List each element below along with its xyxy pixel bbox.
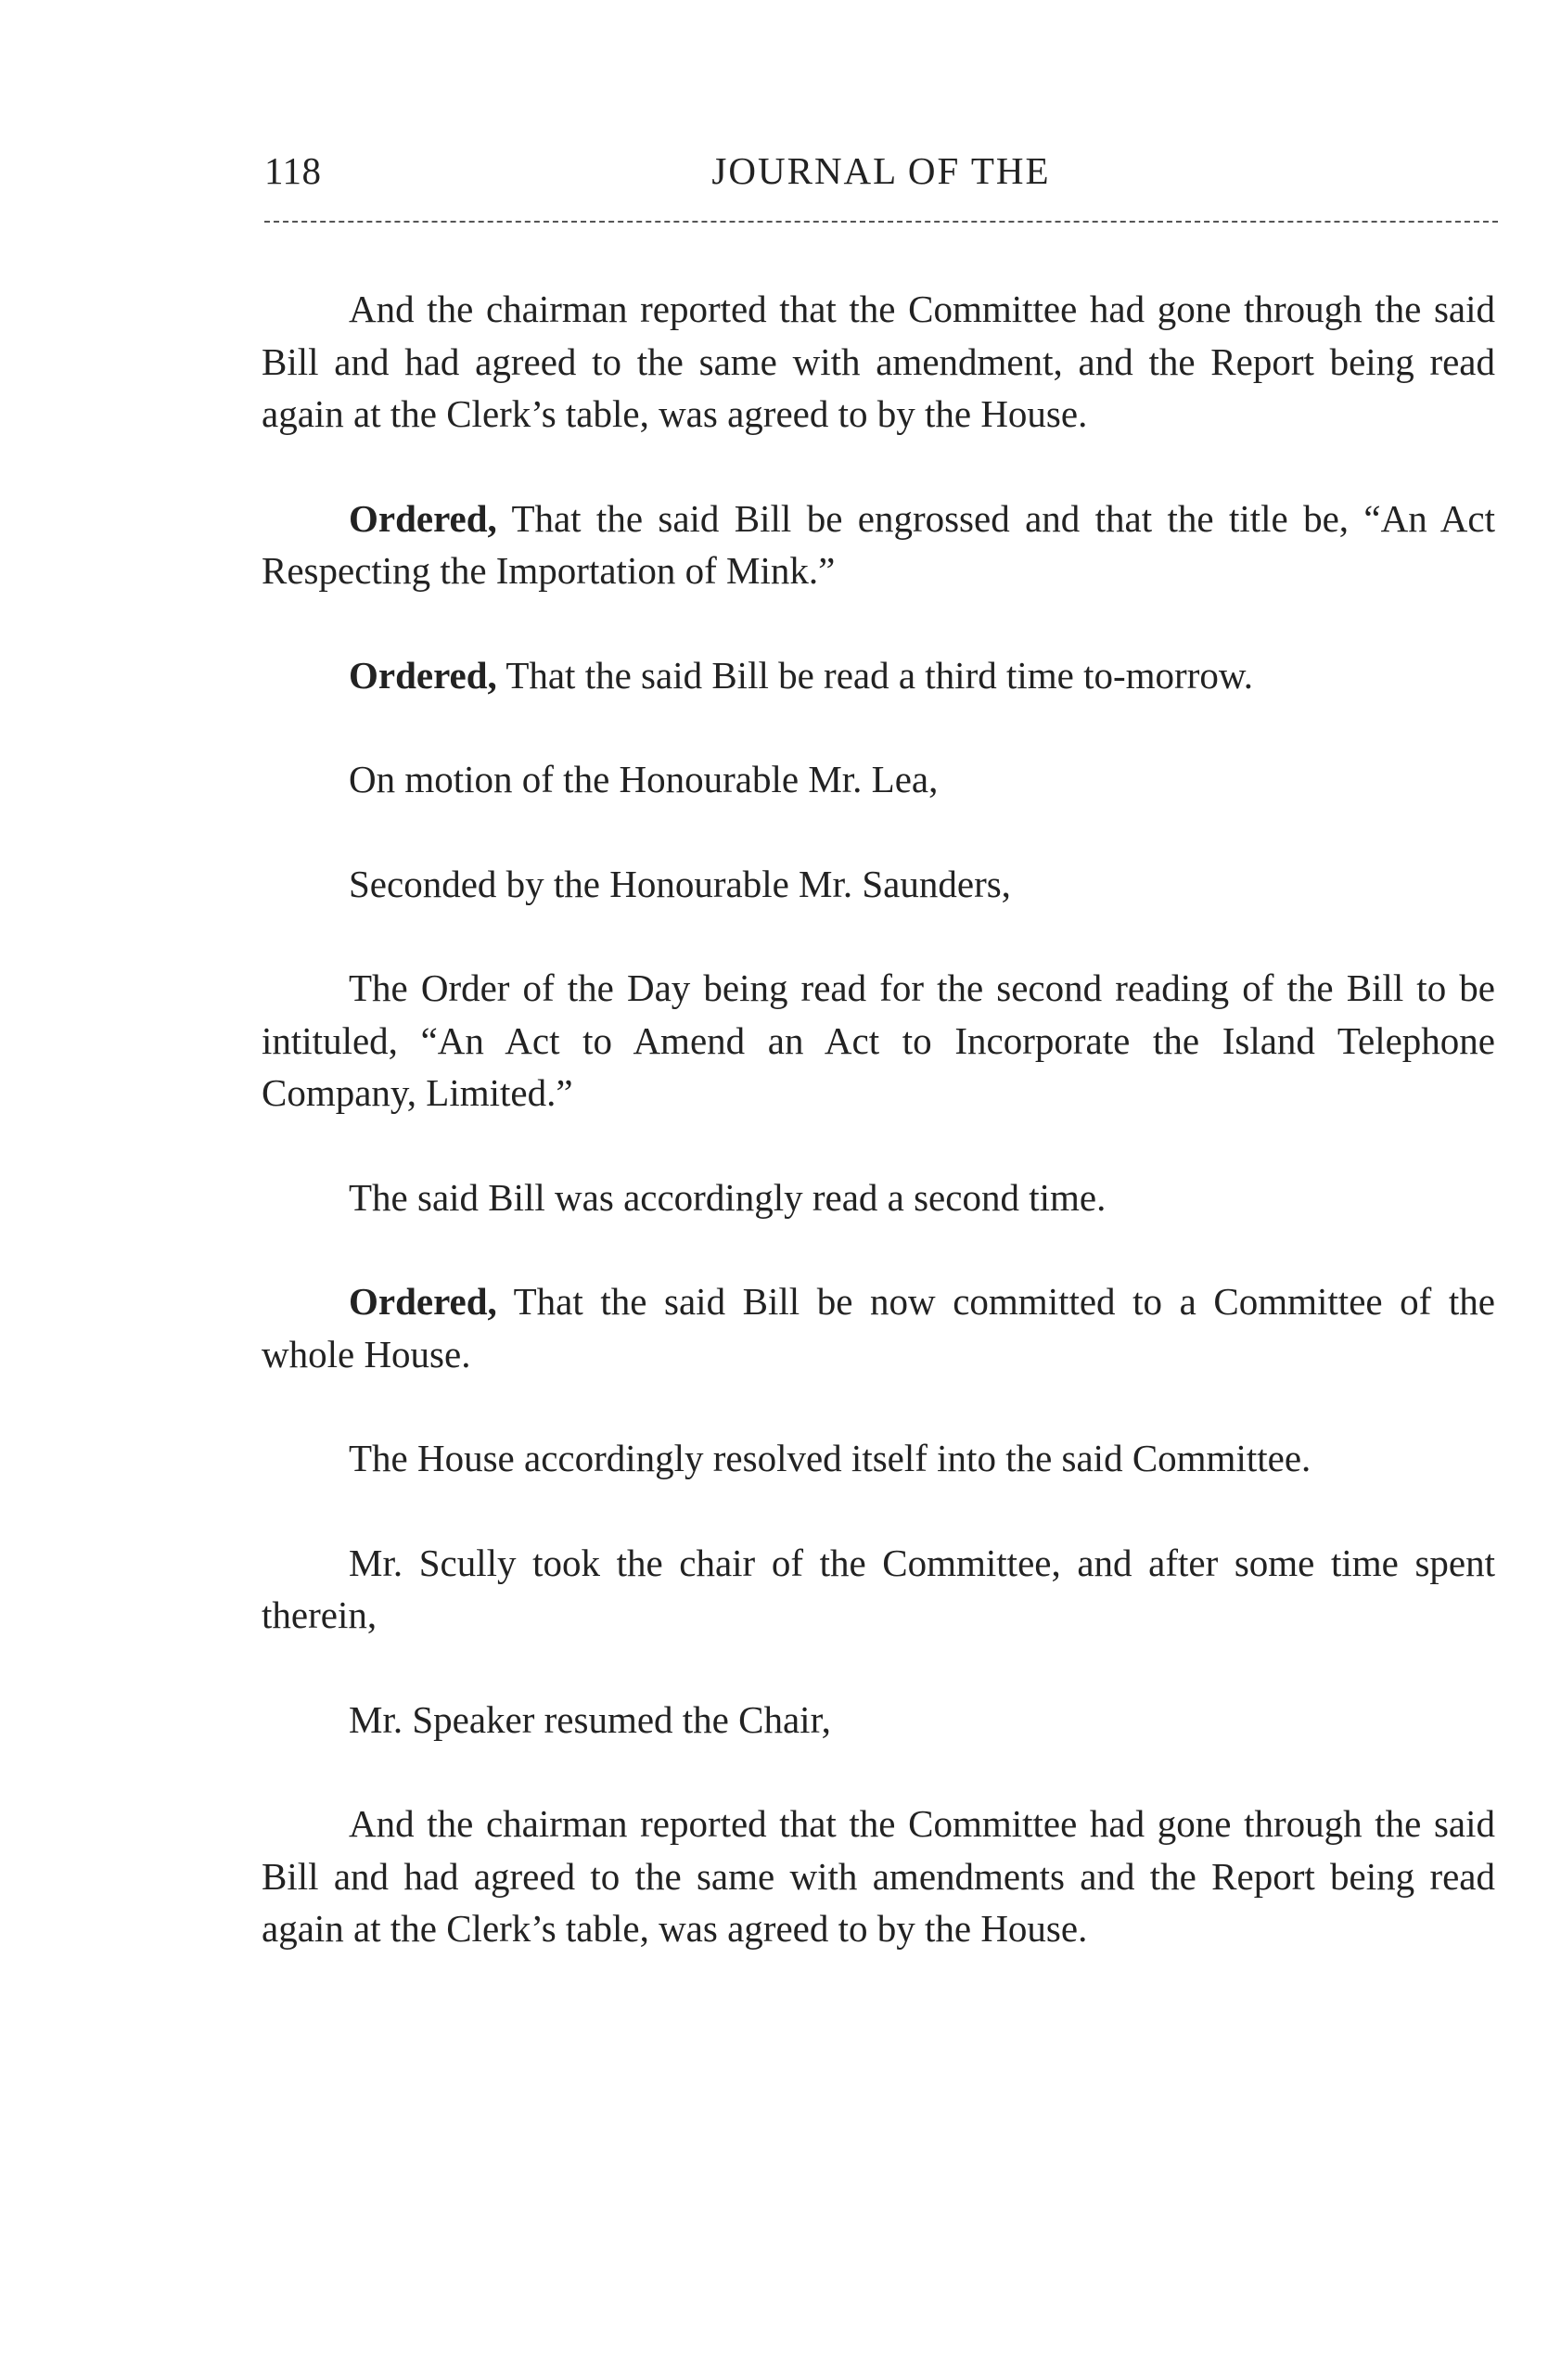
- ordered-label: Ordered,: [349, 653, 497, 697]
- paragraph-chairman-report-telephone: [262, 1798, 1495, 1955]
- paragraph-text: The said Bill was accordingly read a second time.: [349, 1175, 1107, 1219]
- paragraph-ordered-third-reading: [262, 649, 1495, 702]
- paragraph-text: And the chairman reported that the Committee had gone through the said Bill and had agreed to the same with amendment, and the Report being read again at the Clerk’s table, was agreed to by the House.: [262, 288, 1495, 435]
- running-header: [264, 148, 1498, 204]
- paragraph-seconded: [262, 858, 1495, 911]
- paragraph-text: The Order of the Day being read for the second reading of the Bill to be intituled, “An Act to Amend an Act to Incorporate the Island Telephone Company, Limited.”: [262, 966, 1495, 1114]
- ordered-label: Ordered,: [349, 1280, 497, 1323]
- ordered-label: Ordered,: [349, 496, 497, 540]
- page-number: 118: [264, 149, 322, 192]
- journal-body: [262, 283, 1495, 2007]
- paragraph-text: That the said Bill be engrossed and that the title be, “An Act Respecting the Importation of Mink.”: [262, 496, 1495, 592]
- paragraph-text: That the said Bill be read a third time to-morrow.: [505, 653, 1254, 697]
- paragraph-ordered-engrossed: [262, 493, 1495, 597]
- paragraph-text: The House accordingly resolved itself into the said Committee.: [349, 1437, 1311, 1479]
- paragraph-text: That the said Bill be now committed to a Committee of the whole House.: [262, 1280, 1495, 1376]
- paragraph-text: Mr. Speaker resumed the Chair,: [349, 1697, 831, 1741]
- paragraph-motion: [262, 753, 1495, 806]
- paragraph-house-resolved: [262, 1432, 1495, 1485]
- paragraph-ordered-committed: [262, 1275, 1495, 1380]
- page-title: JOURNAL OF THE: [711, 149, 1051, 192]
- paragraph-second-reading: [262, 1171, 1495, 1224]
- paragraph-text: On motion of the Honourable Mr. Lea,: [349, 758, 939, 800]
- paragraph-text: Mr. Scully took the chair of the Committee, and after some time spent therein,: [262, 1541, 1495, 1636]
- paragraph-text: Seconded by the Honourable Mr. Saunders,: [349, 862, 1011, 905]
- paragraph-order-of-day: [262, 962, 1495, 1120]
- paragraph-chairman-report-mink: [262, 283, 1495, 441]
- paragraph-scully-chair: [262, 1537, 1495, 1642]
- header-divider: [264, 221, 1498, 223]
- paragraph-text: And the chairman reported that the Committee had gone through the said Bill and had agreed to the same with amendments and the Report being read again at the Clerk’s table, was agreed to by the House.: [262, 1802, 1495, 1950]
- paragraph-speaker-resumed: [262, 1694, 1495, 1747]
